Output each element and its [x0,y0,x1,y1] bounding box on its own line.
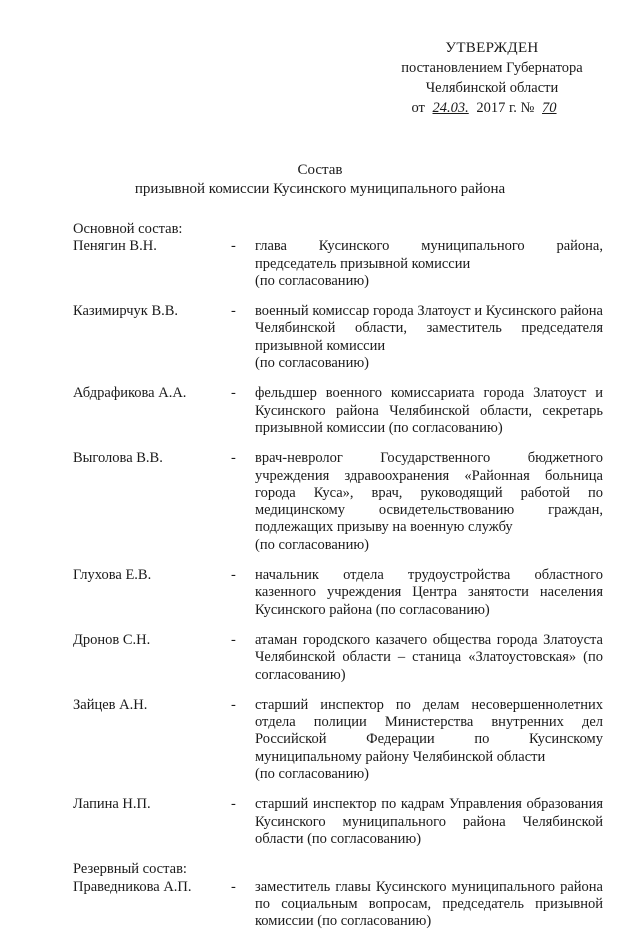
member-dash: - [231,697,255,783]
member-role-note: (по согласованию) [255,355,603,372]
member-row [73,879,603,930]
member-role-text: старший инспектор по кадрам Управления образования Кусинского муниципального района Челябинской области (по согласованию) [255,796,603,848]
member-name: Пенягин В.Н. [73,238,231,290]
member-role [255,697,603,783]
member-dash: - [231,450,255,554]
member-name: Дронов С.Н. [73,632,231,684]
member-row [73,385,603,437]
member-row [73,238,603,290]
approval-date-line [366,98,606,118]
member-role-note: (по согласованию) [255,273,603,290]
approval-title: УТВЕРЖДЕН [372,38,612,58]
member-name: Праведникова А.П. [73,879,231,930]
member-row [73,303,603,372]
member-dash: - [231,567,255,619]
member-role-text: фельдшер военного комиссариата города Златоуст и Кусинского района Челябинской области, секретарь призывной комиссии (по согласованию) [255,385,603,437]
member-role-note: (по согласованию) [255,766,603,783]
member-dash: - [231,238,255,290]
member-name: Глухова Е.В. [73,567,231,619]
member-name: Зайцев А.Н. [73,697,231,783]
member-row [73,567,603,619]
title-line-2: призывной комиссии Кусинского муниципального района [0,180,640,199]
member-role-text: военный комиссар города Златоуст и Кусинского района Челябинской области, заместитель председателя призывной комиссии [255,303,603,355]
member-dash: - [231,632,255,684]
member-role-text: заместитель главы Кусинского муниципального района по социальным вопросам, председатель призывной комиссии (по согласованию) [255,879,603,930]
date-year: 2017 г. № [476,100,534,116]
member-name: Казимирчук В.В. [73,303,231,372]
member-row [73,697,603,783]
member-role-text: атаман городского казачего общества города Златоуста Челябинской области – станица «Златоустовская» (по согласованию) [255,632,603,684]
member-dash: - [231,303,255,372]
member-role [255,238,603,290]
title-line-1: Состав [0,161,640,180]
member-row [73,450,603,554]
member-role [255,879,603,930]
member-role-text: врач-невролог Государственного бюджетного учреждения здравоохранения «Районная больница города Куса», врач, руководящий работой по медицинскому освидетельствованию граждан, подлежащих призыву на военную службу [255,450,603,536]
approval-stamp [372,38,612,118]
member-role [255,385,603,437]
commission-list [73,221,603,930]
member-row [73,632,603,684]
approval-line-2: Челябинской области [372,78,612,98]
approval-line-1: постановлением Губернатора [372,58,612,78]
main-section-label: Основной состав: [73,221,603,238]
member-name: Лапина Н.П. [73,796,231,848]
document-title [0,161,640,198]
member-role [255,796,603,848]
member-role [255,303,603,372]
member-name: Выголова В.В. [73,450,231,554]
member-dash: - [231,879,255,930]
member-name: Абдрафикова А.А. [73,385,231,437]
member-role [255,632,603,684]
member-role-text: начальник отдела трудоустройства областного казенного учреждения Центра занятости населения Кусинского района (по согласованию) [255,567,603,619]
member-role [255,567,603,619]
member-dash: - [231,385,255,437]
decree-number: 70 [538,100,561,116]
date-value: 24.03. [429,100,473,116]
date-prefix: от [411,100,424,116]
member-role-text: глава Кусинского муниципального района, председатель призывной комиссии [255,238,603,273]
reserve-section-label: Резервный состав: [73,861,603,878]
member-row [73,796,603,848]
member-role-note: (по согласованию) [255,537,603,554]
member-role-text: старший инспектор по делам несовершеннолетних отдела полиции Министерства внутренних дел Российской Федерации по Кусинскому муниципальному району Челябинской области [255,697,603,766]
member-dash: - [231,796,255,848]
member-role [255,450,603,554]
